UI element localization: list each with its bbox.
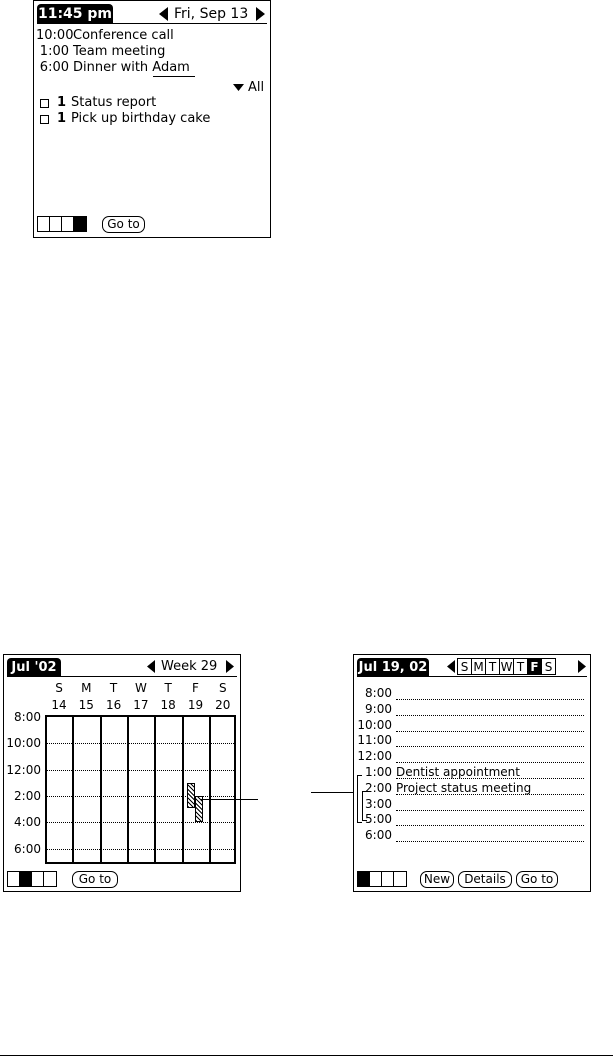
month-view-icon[interactable] [62,217,74,231]
appointment-title[interactable]: Conference call [73,28,174,43]
day-view-icon[interactable] [38,217,50,231]
time-slot-label: 5:00 [365,812,392,827]
time-label: 10:00 [6,736,41,751]
new-button[interactable]: New [420,871,454,888]
clock-tab[interactable] [37,4,113,24]
filter-dropdown-icon[interactable] [233,84,244,91]
time-slot-line[interactable] [396,699,584,700]
todo-checkbox[interactable] [40,99,49,108]
overlap-bracket-inner [362,791,367,821]
title-rule [357,676,587,677]
todo-title[interactable]: Pick up birthday cake [71,111,211,126]
appointment-time: 1:00 [39,44,69,59]
week-view-icon[interactable] [370,872,382,886]
day-picker-0[interactable]: S [457,658,472,675]
time-label: 8:00 [14,710,41,724]
day-letter: T [164,681,172,695]
todo-title[interactable]: Status report [71,95,157,110]
day-number[interactable]: 17 [133,698,149,712]
time-label: 6:00 [14,841,41,856]
view-switcher[interactable] [357,871,407,887]
day-number[interactable]: 15 [78,698,94,712]
agenda-view-icon[interactable] [44,872,56,886]
day-letter: T [109,681,118,695]
day-picker [458,658,556,675]
time-slot-line[interactable] [396,841,584,842]
day-number[interactable]: 20 [215,698,231,712]
week-view-icon[interactable] [50,217,62,231]
day-column-divider [154,715,156,864]
day-letter: F [192,681,199,695]
week-label: Week 29 [161,659,218,674]
day-letter: M [81,681,92,695]
todo-checkbox[interactable] [40,115,49,124]
day-screen [353,654,591,892]
todo-priority: 1 [57,111,67,126]
appointment-title[interactable]: Team meeting [73,44,166,59]
prev-week-icon[interactable] [147,660,155,673]
day-view-icon[interactable] [358,872,370,886]
details-button[interactable]: Details [458,871,512,888]
day-column-divider [182,715,184,864]
todo-priority: 1 [57,95,67,110]
time-slot-label: 11:00 [357,733,392,748]
agenda-divider [153,76,195,77]
appointment-title[interactable]: Dentist appointment [396,765,520,779]
title-rule [7,676,237,677]
time-slot-label: 12:00 [357,749,392,764]
day-picker-6[interactable]: S [541,658,556,675]
time-slot-line[interactable] [396,715,584,716]
day-letter: S [55,681,63,695]
month-text: Jul '02 [11,660,57,675]
time-label: 2:00 [14,788,41,803]
month-tab[interactable] [7,658,61,677]
time-slot-label: 8:00 [365,686,392,700]
time-label: 4:00 [14,815,41,830]
prev-day-icon[interactable] [159,7,168,21]
goto-button[interactable]: Go to [102,216,145,233]
time-slot-label: 9:00 [365,701,392,716]
day-column-divider [127,715,129,864]
day-number[interactable]: 14 [51,698,67,712]
agenda-view-icon[interactable] [394,872,406,886]
week-screen [3,654,241,892]
agenda-view-icon[interactable] [74,217,86,231]
date-label: Fri, Sep 13 [174,6,249,22]
day-number[interactable]: 19 [187,698,204,712]
day-picker-3[interactable]: W [500,660,513,674]
date-tab[interactable] [357,658,429,677]
callout-line-right [311,792,356,793]
page-footer-rule [0,1055,613,1056]
day-letter: W [134,681,147,695]
prev-day-icon[interactable] [447,660,455,673]
day-picker-2[interactable]: T [485,658,500,675]
callout-line-left [200,799,258,800]
next-day-icon[interactable] [256,7,265,21]
month-view-icon[interactable] [32,872,44,886]
agenda-screen [33,0,271,238]
view-switcher[interactable] [7,871,57,887]
month-view-icon[interactable] [382,872,394,886]
appointment-time: 10:00 [36,28,74,43]
time-slot-line[interactable] [396,746,584,747]
day-column-divider [209,715,211,864]
date-text: Jul 19, 02 [358,660,428,675]
goto-button[interactable]: Go to [516,871,558,888]
time-slot-line[interactable] [396,810,584,811]
day-column-divider [72,715,74,864]
day-number[interactable]: 18 [160,698,176,712]
event-block-dentist[interactable] [187,783,195,808]
day-picker-4[interactable]: T [513,658,528,675]
time-slot-label: 10:00 [357,717,392,732]
todo-filter[interactable]: All [248,80,265,95]
time-slot-line[interactable] [396,825,584,826]
time-slot-line[interactable] [396,762,584,763]
appointment-time: 6:00 [39,60,69,75]
time-slot-label: 1:00 [365,765,392,779]
view-switcher[interactable] [37,216,87,232]
day-letter: S [218,681,227,695]
day-number[interactable]: 16 [105,698,122,712]
next-day-icon[interactable] [578,660,586,673]
clock-text: 11:45 pm [37,6,113,22]
goto-button[interactable]: Go to [72,871,118,888]
title-rule [37,23,267,24]
next-week-icon[interactable] [226,660,234,673]
time-slot-label: 3:00 [365,796,392,811]
appointment-title[interactable]: Dinner with Adam [73,60,190,75]
day-picker-1[interactable]: M [471,658,486,675]
appointment-title[interactable]: Project status meeting [396,780,532,795]
time-slot-label: 2:00 [365,780,392,795]
day-picker-5[interactable]: F [527,658,542,675]
day-view-icon[interactable] [8,872,20,886]
day-column-divider [100,715,102,864]
week-view-icon[interactable] [20,872,32,886]
time-slot-label: 6:00 [365,828,392,843]
time-label: 12:00 [6,762,41,777]
time-slot-line[interactable] [396,731,584,732]
